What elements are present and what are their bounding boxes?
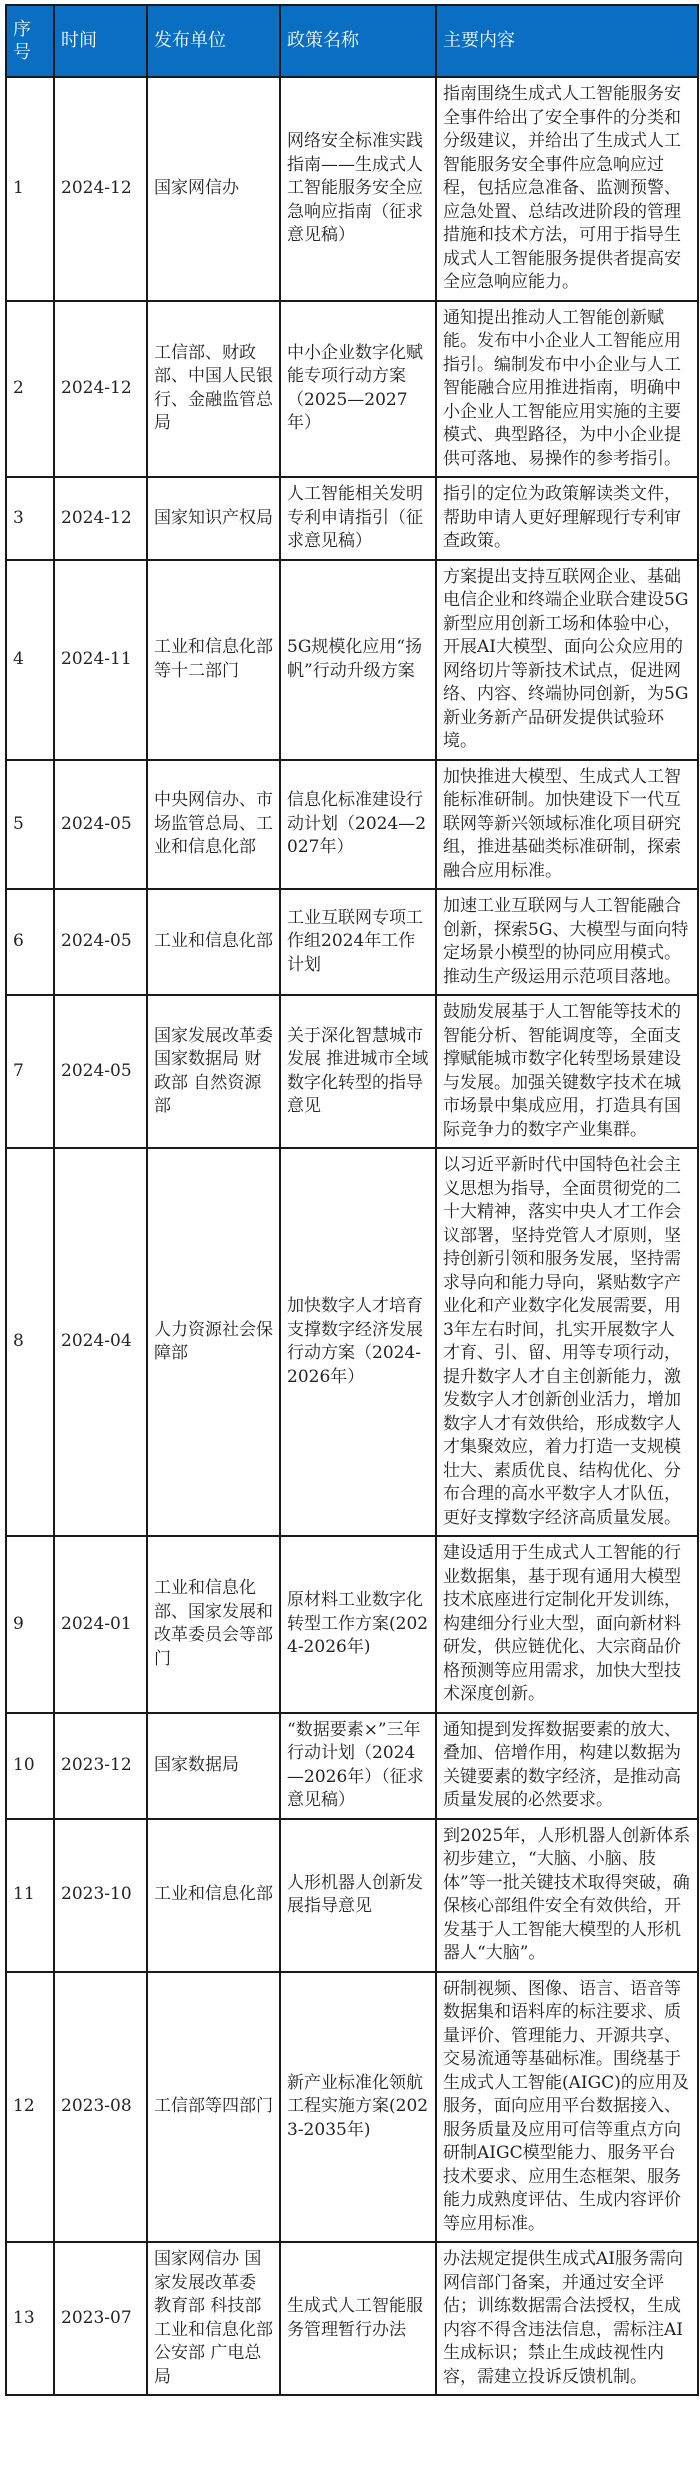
cell-publisher: 国家网信办 国家发展改革委 教育部 科技部 工业和信息化部 公安部 广电总局 [147, 2242, 280, 2395]
table-row [6, 1972, 698, 2243]
cell-publisher: 工信部等四部门 [147, 1972, 280, 2243]
ai-policy-table [5, 4, 699, 2396]
cell-policy-name: 加快数字人才培育支撑数字经济发展行动方案（2024-2026年） [280, 1148, 436, 1536]
cell-date: 2023-10 [54, 1819, 147, 1972]
table-row [6, 995, 698, 1148]
cell-publisher: 国家网信办 [147, 77, 280, 301]
cell-index: 10 [6, 1713, 54, 1819]
column-header-index: 序号 [6, 5, 54, 77]
cell-index: 5 [6, 760, 54, 890]
cell-date: 2024-01 [54, 1536, 147, 1713]
table-row [6, 560, 698, 760]
cell-policy-name: 人形机器人创新发展指导意见 [280, 1819, 436, 1972]
table-row [6, 889, 698, 995]
cell-publisher: 工业和信息化部 [147, 1819, 280, 1972]
cell-date: 2024-11 [54, 560, 147, 760]
column-header-publisher: 发布单位 [147, 5, 280, 77]
cell-date: 2024-12 [54, 477, 147, 560]
cell-main-content: 鼓励发展基于人工智能等技术的智能分析、智能调度等，全面支撑赋能城市数字化转型场景建设与发展。加强关键数字技术在城市场景中集成应用，打造具有国际竞争力的数字产业集群。 [436, 995, 698, 1148]
cell-index: 6 [6, 889, 54, 995]
table-row [6, 1148, 698, 1536]
cell-index: 3 [6, 477, 54, 560]
cell-main-content: 办法规定提供生成式AI服务需向网信部门备案，并通过安全评估；训练数据需合法授权，生成内容不得含违法信息，需标注AI生成标识；禁止生成歧视性内容，需建立投诉反馈机制。 [436, 2242, 698, 2395]
cell-publisher: 人力资源社会保障部 [147, 1148, 280, 1536]
cell-policy-name: 关于深化智慧城市发展 推进城市全域数字化转型的指导意见 [280, 995, 436, 1148]
cell-index: 9 [6, 1536, 54, 1713]
cell-main-content: 以习近平新时代中国特色社会主义思想为指导，全面贯彻党的二十大精神，落实中央人才工作会议部署，坚持党管人才原则，坚持创新引领和服务发展，坚持需求导向和能力导向，紧贴数字产业化和产业数字化发展需要，用3年左右时间，扎实开展数字人才育、引、留、用等专项行动，提升数字人才自主创新能力，激发数字人才创新创业活力，增加数字人才有效供给，形成数字人才集聚效应，着力打造一支规模壮大、素质优良、结构优化、分布合理的高水平数字人才队伍，更好支撑数字经济高质量发展。 [436, 1148, 698, 1536]
table-row [6, 301, 698, 478]
cell-main-content: 通知提出推动人工智能创新赋能。发布中小企业人工智能应用指引。编制发布中小企业与人工智能融合应用推进指南，明确中小企业人工智能应用实施的主要模式、典型路径，为中小企业提供可落地、易操作的参考指引。 [436, 301, 698, 478]
cell-policy-name: 信息化标准建设行动计划（2024—2027年） [280, 760, 436, 890]
cell-policy-name: “数据要素×”三年行动计划（2024—2026年）（征求意见稿） [280, 1713, 436, 1819]
cell-date: 2023-12 [54, 1713, 147, 1819]
cell-main-content: 建设适用于生成式人工智能的行业数据集，基于现有通用大模型技术底座进行定制化开发训练，构建细分行业大型，面向新材料研发，供应链优化、大宗商品价格预测等应用需求，加快大型技术深度创新。 [436, 1536, 698, 1713]
table-row [6, 477, 698, 560]
cell-publisher: 国家数据局 [147, 1713, 280, 1819]
cell-index: 2 [6, 301, 54, 478]
cell-main-content: 方案提出支持互联网企业、基础电信企业和终端企业联合建设5G新型应用创新工场和体验中心，开展AI大模型、面向公众应用的网络切片等新技术试点，促进网络、内容、终端协同创新，为5G新业务新产品研发提供试验环境。 [436, 560, 698, 760]
table-body [6, 77, 698, 2395]
cell-main-content: 通知提到发挥数据要素的放大、叠加、倍增作用，构建以数据为关键要素的数字经济，是推动高质量发展的必然要求。 [436, 1713, 698, 1819]
cell-publisher: 中央网信办、市场监管总局、工业和信息化部 [147, 760, 280, 890]
table-row [6, 760, 698, 890]
table-header [6, 5, 698, 77]
table-row [6, 77, 698, 301]
cell-policy-name: 网络安全标准实践指南——生成式人工智能服务安全应急响应指南（征求意见稿） [280, 77, 436, 301]
table-row [6, 1536, 698, 1713]
cell-policy-name: 5G规模化应用“扬帆”行动升级方案 [280, 560, 436, 760]
cell-policy-name: 人工智能相关发明专利申请指引（征求意见稿） [280, 477, 436, 560]
cell-date: 2024-12 [54, 301, 147, 478]
cell-publisher: 工业和信息化部 [147, 889, 280, 995]
cell-date: 2023-08 [54, 1972, 147, 2243]
cell-publisher: 国家知识产权局 [147, 477, 280, 560]
cell-index: 1 [6, 77, 54, 301]
cell-policy-name: 工业互联网专项工作组2024年工作计划 [280, 889, 436, 995]
cell-date: 2024-05 [54, 889, 147, 995]
cell-date: 2023-07 [54, 2242, 147, 2395]
cell-main-content: 研制视频、图像、语言、语音等数据集和语料库的标注要求、质量评价、管理能力、开源共享、交易流通等基础标准。围绕基于生成式人工智能(AIGC)的应用及服务，面向应用平台数据接入、服务质量及应用可信等重点方向研制AIGC模型能力、服务平台技术要求、应用生态框架、服务能力成熟度评估、生成内容评价等应用标准。 [436, 1972, 698, 2243]
cell-index: 8 [6, 1148, 54, 1536]
column-header-date: 时间 [54, 5, 147, 77]
cell-publisher: 工业和信息化部、国家发展和改革委员会等部门 [147, 1536, 280, 1713]
cell-policy-name: 生成式人工智能服务管理暂行办法 [280, 2242, 436, 2395]
cell-main-content: 加快推进大模型、生成式人工智能标准研制。加快建设下一代互联网等新兴领域标准化项目研究组，推进基础类标准研制，探索融合应用标准。 [436, 760, 698, 890]
cell-publisher: 工业和信息化部等十二部门 [147, 560, 280, 760]
cell-main-content: 指引的定位为政策解读类文件，帮助申请人更好理解现行专利审查政策。 [436, 477, 698, 560]
cell-date: 2024-12 [54, 77, 147, 301]
table-row [6, 1713, 698, 1819]
cell-date: 2024-05 [54, 995, 147, 1148]
cell-index: 7 [6, 995, 54, 1148]
header-row [6, 5, 698, 77]
cell-policy-name: 中小企业数字化赋能专项行动方案（2025—2027年） [280, 301, 436, 478]
cell-date: 2024-05 [54, 760, 147, 890]
cell-main-content: 指南围绕生成式人工智能服务安全事件给出了安全事件的分类和分级建议，并给出了生成式人工智能服务安全事件应急响应过程，包括应急准备、监测预警、应急处置、总结改进阶段的管理措施和技术方法，可用于指导生成式人工智能服务提供者提高安全应急响应能力。 [436, 77, 698, 301]
cell-index: 11 [6, 1819, 54, 1972]
table-row [6, 1819, 698, 1972]
cell-main-content: 加速工业互联网与人工智能融合创新，探索5G、大模型与面向特定场景小模型的协同应用模式。推动生产级运用示范项目落地。 [436, 889, 698, 995]
cell-index: 13 [6, 2242, 54, 2395]
cell-publisher: 工信部、财政部、中国人民银行、金融监管总局 [147, 301, 280, 478]
cell-date: 2024-04 [54, 1148, 147, 1536]
column-header-policy-name: 政策名称 [280, 5, 436, 77]
cell-publisher: 国家发展改革委 国家数据局 财政部 自然资源部 [147, 995, 280, 1148]
cell-main-content: 到2025年，人形机器人创新体系初步建立，“大脑、小脑、肢体”等一批关键技术取得突破，确保核心部组件安全有效供给，开发基于人工智能大模型的人形机器人“大脑”。 [436, 1819, 698, 1972]
table-row [6, 2242, 698, 2395]
cell-policy-name: 原材料工业数字化转型工作方案(2024-2026年) [280, 1536, 436, 1713]
cell-policy-name: 新产业标准化领航工程实施方案(2023-2035年) [280, 1972, 436, 2243]
cell-index: 12 [6, 1972, 54, 2243]
cell-index: 4 [6, 560, 54, 760]
column-header-main-content: 主要内容 [436, 5, 698, 77]
